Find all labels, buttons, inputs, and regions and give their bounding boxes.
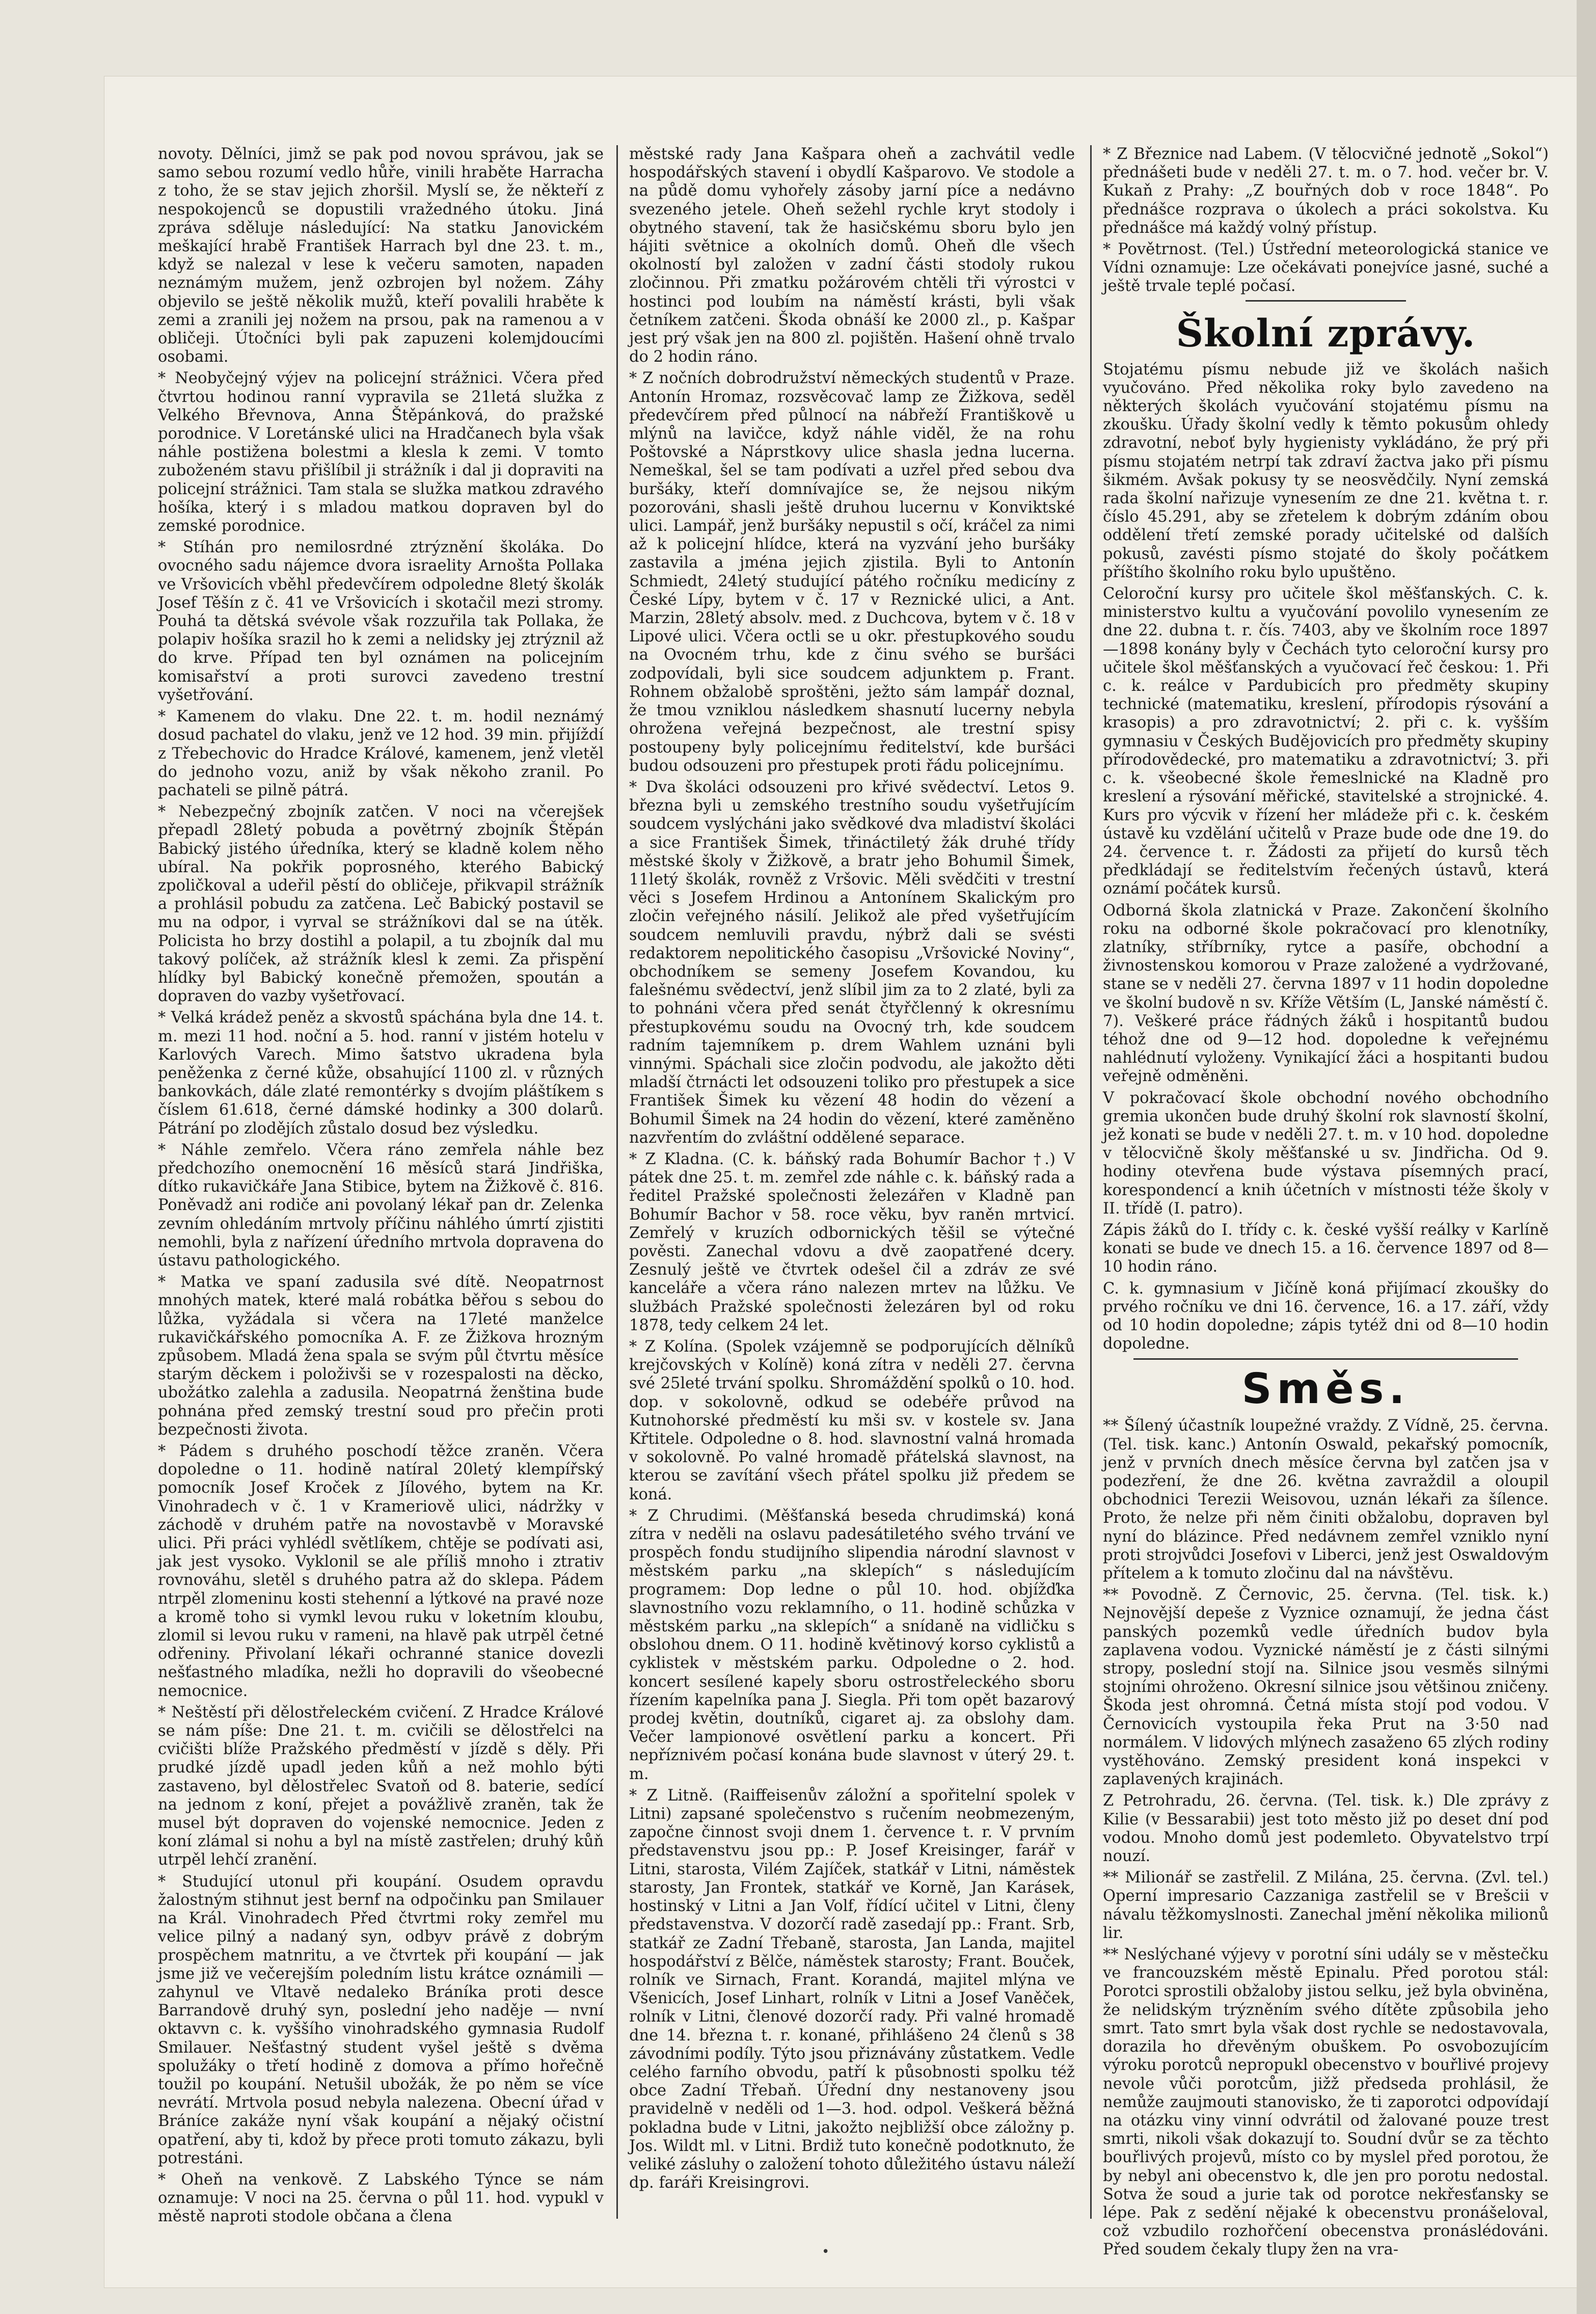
article: ** Šílený účastník loupežné vraždy. Z Vídně, 25. června. (Tel. tisk. kanc.) Antonín Oswald, pekařský pomocník, jenž v prvních dnech měsíce června byl zatčen jsa v podezření, že dne 26. května zavraždil a oloupil obchodnici Terezii Weisovou, uznán lékaři za šílence. Proto, že nelze při něm činiti obžalobu, dopraven byl nyní do blázince. Před nedávnem zemřel vzniklo nyní proti strojvůdci Josefovi v Liberci, jenž jest Oswaldovým přítelem a k tomuto zločinu dal na návštěvu. xyxy=(1103,1417,1549,1583)
article: ** Povodně. Z Černovic, 25. června. (Tel. tisk. k.) Nejnovější depeše z Vyznice oznamují, že jedna část panských pozemků vedle úředních budov byla zaplavena vodou. Vyznické náměstí je z části silnými stropy, poslední stojí na. Silnice jsou vesměs silnými stojními ohroženo. Okresní silnice jsou většinou zničeny. Škoda jest ohromná. Četná místa stojí pod vodou. V Černovicích vystoupila řeka Prut na 3·50 nad normálem. V lidových mlýnech zasaženo 65 zlých rodiny vystěhováno. Zemský president koná inspekci v zaplavených krajinách. xyxy=(1103,1586,1549,1789)
article: * Pádem s druhého poschodí těžce zraněn. Včera dopoledne o 11. hodině natíral 20letý klempířský pomocník Josef Kroček z Jílového, bytem na Kr. Vinohradech v č. 1 v Krameriově ulici, nádržky v záchodě v druhém patře na novostavbě v Moravské ulici. Při práci vyhlédl světlíkem, chtěje se podívati asi, jak jest vysoko. Vyklonil se ale příliš mnoho i ztrativ rovnováhu, sletěl s druhého patra až do sklepa. Pádem ntrpěl zlomeninu kosti stehenní a lýtkové na pravé noze a kromě toho si vymkl levou ruku v loketním kloubu, zlomil si levou ruku v rameni, na hlavě pak utrpěl četné odřeniny. Přivolaní lékaři ochranné stanice dovezli nešťastného mladíka, nežli ho dopravili do všeobecné nemocnice. xyxy=(158,1442,604,1700)
page-mark: • xyxy=(822,2244,830,2259)
newspaper-page xyxy=(104,76,1577,2288)
article: * Z Kladna. (C. k. báňský rada Bohumír Bachor †.) V pátek dne 25. t. m. zemřel zde náhle c. k. báňský rada a ředitel Pražské společnosti železářen v Kladně pan Bohumír Bachor v 58. roce věku, byv raněn mrtvicí. Zemřelý v kruzích odbornických těšil se výtečné pověsti. Zanechal vdovu a dvě zaopatřené dcery. Zesnulý ještě ve čtvrtek odešel čil a zdráv ze své kanceláře a včera ráno nalezen mrtev na lůžku. Ve službách Pražské společnosti železáren byl od roku 1878, tedy celkem 24 let. xyxy=(629,1150,1075,1334)
article: * Matka ve spaní zadusila své dítě. Neopatrnost mnohých matek, které malá robátka běřou s sebou do lůžka, vyžádala si včera na 17leté manželce rukavičkářského pomocníka A. F. ze Žižkova hrozným způsobem. Mladá žena spala se svým půl čtvrtu měsíce starým děckem i položivši se v rozespalosti na děcko, ubožátko zalehla a zadusila. Neopatrná ženština bude pohnána před zemský trestní soud pro přečin proti bezpečnosti života. xyxy=(158,1273,604,1439)
article: * Neštěstí při dělostřeleckém cvičení. Z Hradce Králové se nám píše: Dne 21. t. m. cvičili se dělostřelci na cvičišti blíže Pražského předměstí v jízdě s děly. Při prudké jízdě upadl jeden kůň a než mohlo býti zastaveno, byl dělostřelec Svatoň od 8. baterie, sedící na jednom z koní, přejet a povážlivě zraněn, tak že musel být dopraven do vojenské nemocnice. Jeden z koní zlámal si nohu a byl na místě zastřelen; druhý kůň utrpěl lehčí zranění. xyxy=(158,1703,604,1869)
article: * Z Březnice nad Labem. (V tělocvičné jednotě „Sokol“) přednášeti bude v neděli 27. t. m. o 7. hod. večer br. V. Kukaň z Prahy: „Z bouřných dob v roce 1848“. Po přednášce rozprava o úkolech a práci sokolstva. Ku přednášce má každý volný přístup. xyxy=(1103,145,1549,237)
article: * Náhle zemřelo. Včera ráno zemřela náhle bez předchozího onemocnění 16 měsíců stará Jindřiška, dítko rukavičkáře Jana Stibice, bytem na Žižkově č. 816. Poněvadž ani rodiče ani povolaný lékař pan dr. Zelenka zevním ohledáním mrtvoly příčinu náhlého úmrtí zjistiti nemohli, byla z nařízení úředního mrtvola dopravena do ústavu pathologického. xyxy=(158,1141,604,1270)
article: * Studující utonul při koupání. Osudem opravdu žalostným stihnut jest bernf na odpočinku pan Smilauer na Král. Vinohradech Před čtvrtmi roky zemřel mu velice pilný a nadaný syn, odbyv právě z dobrým prospěchem matnritu, a ve čtvrtek při koupání — jak jsme již ve večerejším poledním listu krátce oznámili — zahynul ve Vltavě nedaleko Bráníka proti desce Barrandově druhý syn, poslední jeho naděje — nvní oktavvn c. k. vyššího vinohradského gymnasia Rudolf Smilauer. Nešťastný student vyšel ještě s dvěma spolužáky o třetí hodině z domova a přímo hořečně toužil po koupání. Netušil ubožák, že po něm se více nevrátí. Mrtvola posud nebyla nalezena. Obecní úřad v Bráníce zakáže nyní však koupání a nějaký očistní opatření, aby ti, kdož by přece proti tomuto zákazu, byli potrestáni. xyxy=(158,1872,604,2167)
article: městské rady Jana Kašpara oheň a zachvátil vedle hospodářských stavení i obydlí Kašparovo. Ve stodole a na půdě domu vyhořely zásoby jarní píce a nedávno svezeného jetele. Oheň sežehl rychle kryt stodoly i obytného stavení, tak že hasičskému sboru bylo jen hájiti světnice a okolních domů. Oheň dle všech okolností byl založen v zadní části stodoly rukou zločinnou. Při zmatku požárovém chtěli tři výrostci v hostinci pod loubím na náměstí krásti, byli však četníkem zatčeni. Škoda obnáší ke 2000 zl., p. Kašpar jest prý však jen na 800 zl. pojištěn. Hašení ohně trvalo do 2 hodin ráno. xyxy=(629,145,1075,366)
article: C. k. gymnasium v Jičíně koná přijímací zkoušky do prvého ročníku ve dni 16. července, 16. a 17. září, vždy od 10 hodin dopoledne; zápis tytéž dni od 8—10 hodin dopoledne. xyxy=(1103,1279,1549,1353)
article: Odborná škola zlatnická v Praze. Zakončení školního roku na odborné škole pokračovací pro klenotníky, zlatníky, stříbrníky, rytce a pasíře, obchodní a živnostenskou komorou v Praze založené a vydržované, stane se v neděli 27. června 1897 v 11 hodin dopoledne ve školní budově n sv. Kříže Větším (L, Janské náměstí č. 7). Veškeré práce řádných žáků i hospitantů budou téhož dne od 9—12 hod. dopoledne k veřejnému nahlédnutí vyloženy. Vynikající žáci a hospitanti budou veřejně odměněni. xyxy=(1103,901,1549,1086)
page-edge xyxy=(1577,0,1596,2314)
article: Zápis žáků do I. třídy c. k. české vyšší reálky v Karlíně konati se bude ve dnech 15. a 16. července 1897 od 8—10 hodin ráno. xyxy=(1103,1221,1549,1276)
article: V pokračovací škole obchodní nového obchodního gremia ukončen bude druhý školní rok slavností školní, jež konati se bude v neděli 27. t. m. v 10 hod. dopoledne v tělocvičně školy měšťanské u sv. Jindřicha. Od 9. hodiny otevřena bude výstava písemných prací, korespondencí a knih účetních v místnosti téže školy v II. třídě (I. patro). xyxy=(1103,1089,1549,1218)
article: * Neobyčejný výjev na policejní strážnici. Včera před čtvrtou hodinou ranní vypravila se 21letá služka z Velkého Břevnova, Anna Štěpánková, do pražské porodnice. V Loretánské ulici na Hradčanech byla však náhle postižena bolestmi a klesla k zemi. V tomto zuboženém stavu přišlíbil ji strážník i dal ji dopraviti na policejní strážnici. Tam stala se služka matkou zdravého hošíka, který i s mladou matkou dopraven byl do zemské porodnice. xyxy=(158,369,604,535)
article: * Povětrnost. (Tel.) Ústřední meteorologická stanice ve Vídni oznamuje: Lze očekávati ponejvíce jasné, suché a ještě trvale teplé počasí. xyxy=(1103,240,1549,295)
text-columns xyxy=(158,145,1549,2259)
column-rule xyxy=(616,145,618,2219)
article: novoty. Dělníci, jimž se pak pod novou správou, jak se samo sebou rozumí vedlo hůře, vinili hraběte Harracha z toho, že se stav jejich zhoršil. Myslí se, že někteří z nespokojenců se dopustili vražedného útoku. Jiná zpráva sděluje následující: Na statku Janovickém meškající hrabě František Harrach byl dne 23. t. m., když se nalezal v lese k večeru samoten, napaden neznámým mužem, jenž ozbrojen byl nožem. Záhy objevilo se ještě několik mužů, kteří povalili hraběte k zemi a zranili jej nožem na prsou, pak na ramenou a v obličeji. Útočníci byli pak zapuzeni kolemjdoucími osobami. xyxy=(158,145,604,366)
article: * Z Chrudimi. (Měšťanská beseda chrudimská) koná zítra v neděli na oslavu padesátiletého svého trvání ve prospěch fondu studijního slipendia národní slavnost v městském parku „na sklepích“ s následujícím programem: Dop ledne o půl 10. hod. objížďka slavnostního vozu reklamního, o 11. hodině schůzka v městském parku „na sklepích“ a snídaně na vidličku s obslohou dnem. O 11. hodině květinový korso cyklistů a cyklistek v městském parku. Odpoledne o 2. hod. koncert sesílené kapely sboru ostrostřeleckého sboru řízením kapelníka pana J. Siegla. Při tom opět bazarový prodej květin, doutníků, cigaret aj. za obslohy dam. Večer lampionové osvětlení parku a koncert. Při nepříznivém počasí konána bude slavnost v úterý 29. t. m. xyxy=(629,1506,1075,1783)
article: * Stíhán pro nemilosrdné ztrýznění školáka. Do ovocného sadu nájemce dvora israelity Arnošta Pollaka ve Vršovicích vběhl předevčírem odpoledne 8letý školák Josef Těšín z č. 41 ve Vršovicích i skotačil mezi stromy. Pouhá ta dětská svévole však rozzuřila tak Pollaka, že polapiv hošíka srazil ho k zemi a nelidsky jej ztrýznil až do krve. Případ ten byl oznámen na policejním komisařství a proti surovci zavedeno trestní vyšetřování. xyxy=(158,539,604,704)
article: * Nebezpečný zbojník zatčen. V noci na včerejšek přepadl 28letý pobuda a povětrný zbojník Štěpán Babický jistého úředníka, který se kladně kolem něho ubíral. Na pokřik poprosného, kterého Babický zpoličkoval a udeřil pěstí do obličeje, přikvapil strážník a prohlásil pobudu za zatčena. Leč Babický postavil se mu na odpor, i vyrval se strážníkovi dal se na útěk. Policista ho brzy dostihl a polapil, a tu zbojník dal mu takový políček, až strážník klesl k zemi. Za přispění hlídky byl Babický konečně přemožen, spoután a dopraven do vazby vyšetřovací. xyxy=(158,803,604,1006)
section-divider xyxy=(1133,1358,1518,1360)
column-rule xyxy=(1090,145,1092,2219)
article: * Z Kolína. (Spolek vzájemně se podporujících dělníků krejčovských v Kolíně) koná zítra v neděli 27. června své 25leté trvání spolku. Shromáždění spolků o 10. hod. dop. v sokolovně, odkud se odebéře průvod na Kutnohorské předměstí ku mši sv. v kostele sv. Jana Křtitele. Odpoledne o 8. hod. slavnostní valná hromada v sokolovně. Po valné hromadě přátelská slavnost, na kterou se zavítání všech přátel spolku již předem se koná. xyxy=(629,1338,1075,1503)
article: * Velká krádež peněz a skvostů spáchána byla dne 14. t. m. mezi 11 hod. noční a 5. hod. ranní v jistém hotelu v Karlových Varech. Mimo šatstvo ukradena byla peněženka z černé kůže, obsahující 1100 zl. v různých bankovkách, dále zlaté remontérky s dvojím pláštíkem s číslem 61.618, černé dámské hodinky a 300 dolarů. Pátrání po zlodějích zůstalo dosud bez výsledku. xyxy=(158,1009,604,1138)
article: Stojatému písmu nebude již ve školách našich vyučováno. Před několika roky bylo zavedeno na některých školách vyučování stojatému písmu na zkoušku. Úřady školní vedly k těmto pokusům ohledy zdravotní, neboť byly hygienisty vykládáno, že prý při písmu stojatém netrpí tak zdraví žactva jako při písmu šikmém. Avšak pokusy ty se neosvědčily. Nyní zemská rada školní nařizuje vynesením ze dne 21. května t. r. číslo 45.291, aby se zřetelem k dobrým zdáním obou oddělení třetí zemské porady učitelské od dalších pokusů, zavésti písmo stojaté do školy počátkem příštího školního roku bylo upuštěno. xyxy=(1103,360,1549,581)
article: * Dva školáci odsouzeni pro křivé svědectví. Letos 9. března byli u zemského trestního soudu vyšetřujícím soudcem vyslýcháni jako svědkové dva mladiství školáci a sice František Šimek, třináctiletý žák druhé třídy městské školy v Žižkově, a bratr jeho Bohumil Šimek, 11letý školák, rovněž z Vršovic. Měli svědčiti v trestní věci s Josefem Hrdinou a Antonínem Skalickým pro zločin veřejného násilí. Jelikož ale před vyšetřujícím soudcem nemluvili pravdu, nýbrž dali se svésti redaktorem nepolitického časopisu „Vršovické Noviny“, obchodníkem se semeny Josefem Kovandou, ku falešnému svědectví, jenž slíbil jim za to 2 zlaté, byli za to pohnáni včera před senát čtyřčlenný k okresnímu přestupkovému soudu na Ovocný trh, kde soudcem radním tajemníkem p. drem Wahlem uznáni byli vinnými. Spáchali sice zločin podvodu, ale jakožto děti mladší čtrnácti let odsouzeni toliko pro přestupek a sice František Šimek ku vězení 48 hodin do vězení a Bohumil Šimek na 24 hodin do vězení, které zaměněno nazvřentím do zvláštní oddělené separace. xyxy=(629,778,1075,1147)
article: * Z nočních dobrodružství německých studentů v Praze. Antonín Hromaz, rozsvěcovač lamp ze Žižkova, seděl předevčírem před půlnocí na nábřeží Františkově u mlýnů na lavičce, když náhle viděl, že na rohu Poštovské a Náprstkovy ulice shasla jedna lucerna. Nemeškal, šel se tam podívati a uzřel před sebou dva buršáky, kteří domnívajíce se, že nejsou nikým pozorováni, shasli ještě druhou lucernu v Konviktské ulici. Lampář, jenž buršáky nepustil s očí, kráčel za nimi až k policejní hlídce, která na vyzvání jeho buršáky zastavila a jména jejich zjistila. Byli to Antonín Schmiedt, 24letý studující pátého ročníku medicíny z České Lípy, bytem v č. 17 v Reznické ulici, a Ant. Marzin, 28letý absolv. med. z Duchcova, bytem v č. 18 v Lipové ulici. Včera octli se u okr. přestupkového soudu na Ovocném trhu, kde z činu svého se buršáci zodpovídali, byli sice soudcem adjunktem p. Frant. Rohnem obžalobě sproštěni, ježto sám lampář doznal, že tmou vzniklou následkem shasnutí lucerny nebyla ohrožena veřejná bezpečnost, ale trestní spisy postoupeny byly policejnímu ředitelství, kde buršáci budou odsouzeni pro přestupek proti řádu policejnímu. xyxy=(629,369,1075,775)
section-divider xyxy=(1246,300,1406,302)
school-news-heading: Školní zprávy. xyxy=(1176,311,1476,356)
article: ** Milionář se zastřelil. Z Milána, 25. června. (Zvl. tel.) Operní impresario Cazzaniga zastřelil se v Brešcii v návalu těžkomyslnosti. Zanechal jmění několika milionů lir. xyxy=(1103,1869,1549,1942)
article: ** Neslýchané výjevy v porotní síni udály se v městečku ve francouzském městě Epinalu. Před porotou stál: Porotci sprostili obžaloby jistou selku, jež byla obviněna, že nelidským trýzněním svého dítěte způsobila jeho smrt. Tato smrt byla však dost rychle se nedostavovala, dorazila ho dřevěným obuškem. Po osvobozujícím výroku porotců nepropukl obecenstvo v bouřlivé projevy nevole vůči porotcům, jižž předseda prohlásil, že nemůže zaujmouti stanovisko, že ti zaporotci odpovídají na otázku viny vinní odvrátil od žalované pouze trest smrti, nikoli však dokazují to. Soudní dvůr se za těchto bouřlivých projevů, místo co by myslel před porotou, že by nebyl ani obecenstvo k, dle jen pro porotu nedostal. Sotva že soud a jurie tak od porotce nekřesťansky se lépe. Pak z sedění nějaké k obecenstvu pronášeloval, což vzbudilo rozhořčení obecenstva pronáslédováni. Před soudem čekaly tlupy žen na vra- xyxy=(1103,1946,1549,2259)
miscellany-heading: Směs. xyxy=(1241,1365,1410,1414)
article: Celoroční kursy pro učitele škol měšťanských. C. k. ministerstvo kultu a vyučování povolilo vynesením ze dne 22. dubna t. r. čís. 7403, aby ve školním roce 1897—1898 konány byly v Čechách tyto celoroční kursy pro učitele škol měšťanských a vyučovací řeč českou: 1. Při c. k. reálce v Pardubicích pro předměty skupiny technické (matematiku, kreslení, přírodopis rýsování a krasopis) a pro zdravotnictví; 2. při c. k. vyšším gymnasiu v Českých Budějovicích pro předměty skupiny přírodovědecké, pro matematiku a zdravotnictví; 3. při c. k. všeobecné škole řemeslnické na Kladně pro kreslení a rýsování měřické, stavitelské a strojnické. 4. Kurs pro výcvik v řízení her mládeže při c. k. českém ústavě ku vzdělání učitelů v Praze bude ode dne 19. do 24. července t. r. Žádosti za přijetí do kursů těch předkládají se ředitelstvím řečených ústavů, která oznámí počátek kursů. xyxy=(1103,585,1549,898)
article: * Oheň na venkově. Z Labského Týnce se nám oznamuje: V noci na 25. června o půl 11. hod. vypukl v městě naproti stodole občana a člena xyxy=(158,2170,604,2226)
column-3 xyxy=(1103,145,1549,2259)
article: Z Petrohradu, 26. června. (Tel. tisk. k.) Dle zprávy z Kilie (v Bessarabii) jest toto město již po deset dní pod vodou. Mnoho domů jest podemleto. Obyvatelstvo trpí nouzí. xyxy=(1103,1792,1549,1866)
column-1 xyxy=(158,145,604,2226)
article: * Kamenem do vlaku. Dne 22. t. m. hodil neznámý dosud pachatel do vlaku, jenž ve 12 hod. 39 min. přijíždí z Třebechovic do Hradce Králové, kamenem, jenž vletěl do jednoho vozu, aniž by však někoho zranil. Po pachateli se pilně pátrá. xyxy=(158,708,604,799)
article: * Z Litně. (Raiffeisenův záložní a spořitelní spolek v Litni) zapsané společenstvo s ručením neobmezeným, započne činnost svoji dnem 1. července t. r. V prvním představenstvu jsou pp.: P. Josef Kreisinger, farář v Litni, starosta, Vilém Zajíček, statkář v Litni, náměstek starosty, Jan Frontek, statkář ve Korně, Jan Karásek, hostinský v Litni a Jan Volf, řídící učitel v Litni, členy představenstva. V dozorčí radě zasedají pp.: Frant. Srb, statkář ze Zadní Třebaně, starosta, Jan Landa, majitel hospodářství z Bělče, náměstek starosty; Frant. Bouček, rolník ve Sirnach, Frant. Korandá, majitel mlýna ve Všenicích, Josef Linhart, rolník v Litni a Josef Vaněček, rolník v Litni, členové dozorčí rady. Při valné hromadě dne 14. března t. r. konané, přihlášeno 24 členů s 38 závodními podíly. Týto jsou přiznávány zůstatkem. Vedle celého farního obvodu, patří k působnosti spolku též obce Zadní Třebaň. Úřední dny nestanoveny jsou pravidelně v neděli od 1—3. hod. odpol. Veškerá běžná pokladna bude v Litni, jakožto nejbližší obce záložny p. Jos. Wildt ml. v Litni. Brdiž tuto konečně podotknuto, že veliké zásluhy o založení tohoto důležitého ústavu náleží dp. faráři Kreisingrovi. xyxy=(629,1786,1075,2192)
column-2 xyxy=(629,145,1075,2219)
